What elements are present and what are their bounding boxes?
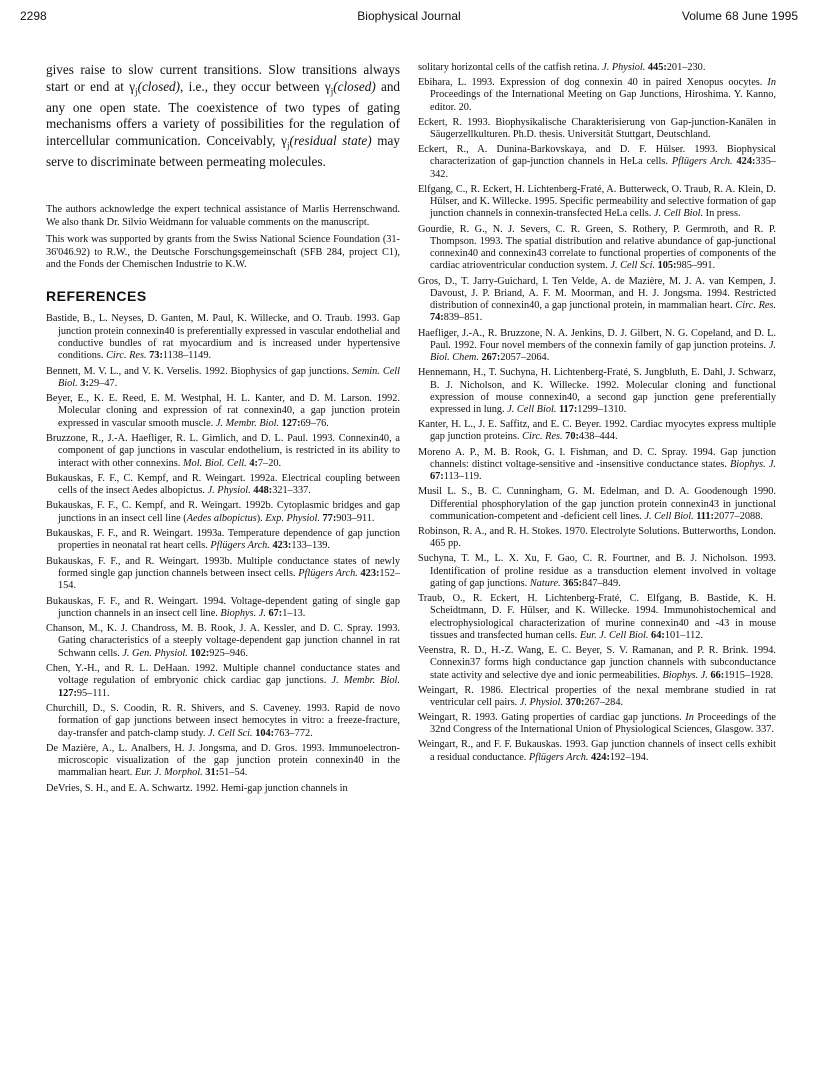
- reference-pages: 763–772.: [274, 727, 313, 739]
- reference-volume: 67:: [430, 471, 444, 483]
- reference-volume: 127:: [58, 687, 77, 699]
- reference-pages: 839–851.: [443, 312, 483, 324]
- reference-item: [418, 419, 776, 444]
- reference-journal: Semin. Cell Biol.: [58, 365, 400, 389]
- reference-text: Bukauskas, F. F., C. Kempf, and R. Weingart. 1992a. Electrical coupling between cells of the insect Aedes albopictus.: [46, 472, 400, 497]
- reference-item: [418, 685, 776, 710]
- reference-italic: Aedes albopictus: [186, 512, 257, 524]
- reference-pages: 133–139.: [291, 540, 330, 552]
- reference-pages: 192–194.: [609, 751, 649, 763]
- reference-pages: 1–13.: [282, 607, 306, 619]
- reference-journal: Pflügers Arch.: [210, 540, 270, 552]
- reference-pages: 903–911.: [336, 512, 375, 524]
- reference-item: [418, 77, 776, 114]
- reference-text: Traub, O., R. Eckert, H. Lichtenberg-Fraté, C. Elfgang, B. Bastide, K. H. Scheidtmann, D. F. Hülser, and K. Willecke. 1994. Immunohistochemical and electrophysiological characterization of murine connexin40 and -43 in mouse tissues and transfected human cells.: [418, 593, 776, 641]
- reference-journal: Pflügers Arch.: [528, 751, 589, 763]
- reference-journal: J. Cell Sci.: [208, 727, 253, 739]
- reference-pages: 321–337.: [272, 485, 311, 497]
- reference-journal: Circ. Res.: [106, 350, 147, 362]
- reference-volume: 117:: [556, 404, 578, 416]
- references-heading: REFERENCES: [46, 288, 147, 305]
- reference-journal: J. Membr. Biol.: [215, 417, 280, 429]
- reference-journal: Circ. Res.: [735, 300, 777, 312]
- reference-item: [46, 500, 400, 525]
- volume-info: Volume 68 June 1995: [681, 9, 798, 23]
- reference-pages: 438–444.: [578, 431, 618, 443]
- right-column: [418, 62, 776, 767]
- reference-text: Ebihara, L. 1993. Expression of dog connexin 40 in paired Xenopus oocytes.: [418, 77, 768, 89]
- reference-pages: In press.: [703, 208, 741, 220]
- reference-text: De Mazière, A., L. Analbers, H. J. Jongsma, and D. Gros. 1993. Immunoelectron-microscopic visualization of the gap junction protein connexin40 in the mammalian heart.: [46, 742, 400, 779]
- reference-pages: 2057–2064.: [500, 352, 550, 364]
- reference-journal: J. Physiol.: [207, 485, 251, 497]
- reference-item: [46, 366, 400, 391]
- reference-item: [46, 528, 400, 553]
- journal-title: Biophysical Journal: [357, 9, 461, 23]
- reference-journal: Nature.: [529, 577, 561, 589]
- reference-volume: 105:: [655, 260, 677, 272]
- acknowledgment-paragraph: The authors acknowledge the expert technical assistance of Marlis Herrenschwand. We also thank Dr. Silvio Weidmann for valuable comments on the manuscript.: [46, 204, 400, 228]
- reference-text: Musil L. S., B. C. Cunningham, G. M. Edelman, and D. A. Goodenough 1990. Differential phosphorylation of the gap junction protein connexin43 in junctional communication-competent and -deficient cell lines.: [418, 486, 776, 522]
- page-number: 2298: [20, 9, 47, 23]
- reference-item: [418, 645, 776, 682]
- reference-journal: J. Gen. Physiol.: [122, 647, 188, 659]
- reference-text: Bastide, B., L. Neyses, D. Ganten, M. Paul, K. Willecke, and O. Traub. 1993. Gap junction protein connexin40 is preferentially expressed in vascular endothelial and conductive bundles of rat myocardium and is increased under hypertensive conditions.: [46, 313, 400, 362]
- reference-item: [46, 556, 400, 593]
- reference-text: Bukauskas, F. F., and R. Weingart. 1993b. Multiple conductance states of newly formed single gap junction channels between insect cells.: [46, 555, 400, 579]
- reference-text: Bruzzone, R., J.-A. Haefliger, R. L. Gimlich, and D. L. Paul. 1993. Connexin40, a component of gap junctions in vascular endothelium, is restricted in its ability to interact with other connexins.: [46, 432, 400, 469]
- reference-journal: In: [767, 77, 776, 89]
- reference-text: Eckert, R. 1993. Biophysikalische Charakterisierung von Gap-junction-Kanälen in Säugerzellkulturen. Ph.D. thesis. Universität Stuttgart, Deutschland.: [418, 116, 776, 141]
- reference-text: Beyer, E., K. E. Reed, E. M. Westphal, H. L. Kanter, and D. M. Larson. 1992. Molecular cloning and expression of rat connexin40, a gap junction protein expressed in vascular smooth muscle.: [46, 393, 400, 429]
- reference-volume: 370:: [562, 697, 585, 708]
- reference-pages: 101–112.: [664, 629, 704, 641]
- reference-text: Bukauskas, F. F., C. Kempf, and R. Weingart. 1992b. Cytoplasmic bridges and gap junctions in an insect cell line (: [46, 500, 400, 524]
- reference-journal: J. Cell Biol.: [507, 404, 557, 416]
- reference-pages: 1138–1149.: [162, 350, 212, 362]
- reference-volume: 104:: [252, 727, 275, 739]
- reference-pages: 267–284.: [584, 697, 624, 708]
- reference-volume: 74:: [430, 312, 444, 324]
- reference-item: [46, 596, 400, 621]
- reference-item: [418, 553, 776, 590]
- reference-volume: 70:: [562, 431, 579, 443]
- reference-item: [46, 313, 400, 362]
- reference-text: Veenstra, R. D., H.-Z. Wang, E. C. Beyer, S. V. Ramanan, and P. R. Brink. 1994. Connexin37 forms high conductance gap junction channels with subconductance state activity and selective dye and ionic permeabilities.: [418, 645, 776, 681]
- reference-pages: 925–946.: [209, 647, 248, 659]
- reference-item: [418, 486, 776, 523]
- reference-item: [418, 117, 776, 142]
- reference-item: [418, 276, 776, 325]
- reference-volume: 4:: [246, 457, 258, 469]
- reference-text: Chanson, M., K. J. Chandross, M. B. Rook, J. A. Kessler, and D. C. Spray. 1993. Gating characteristics of a steeply voltage-dependent gap junction channel in rat Schwann cells.: [46, 623, 400, 659]
- page-header: [20, 9, 798, 25]
- references-list-left: [46, 313, 400, 795]
- reference-pages: 51–54.: [219, 767, 248, 779]
- reference-journal: J. Cell Biol.: [644, 510, 694, 522]
- reference-pages: 847–849.: [582, 577, 621, 589]
- reference-volume: 67:: [265, 607, 283, 619]
- reference-text: Suchyna, T. M., L. X. Xu, F. Gao, C. R. Fourtner, and B. J. Nicholson. 1993. Identification of proline residue as a transduction element involved in voltage gating of gap junctions.: [418, 553, 776, 589]
- reference-text: Haefliger, J.-A., R. Bruzzone, N. A. Jenkins, D. J. Gilbert, N. G. Copeland, and D. L. Paul. 1992. Four novel members of the connexin family of gap junction proteins.: [418, 327, 776, 351]
- reference-journal: J. Biol. Chem.: [430, 339, 776, 364]
- reference-text: Robinson, R. A., and R. H. Stokes. 1970. Electrolyte Solutions. Butterworths, London. 465 pp.: [418, 525, 776, 550]
- reference-text: Bennett, M. V. L., and V. K. Verselis. 1992. Biophysics of gap junctions.: [46, 365, 353, 377]
- reference-pages: 335–342.: [430, 156, 776, 180]
- reference-pages: 95–111.: [76, 687, 110, 699]
- reference-continuation: solitary horizontal cells of the catfish retina. J. Physiol. 445:201–230.: [418, 62, 706, 73]
- reference-text: Gros, D., T. Jarry-Guichard, I. Ten Velde, A. de Mazière, M. J. A. van Kempen, J. Davoust, J. P. Briand, A. F. M. Moorman, and H. J. Jongsma. 1994. Restricted distribution of connexin40, a gap junctional protein, in mammalian heart.: [418, 275, 776, 312]
- reference-item: [46, 433, 400, 470]
- reference-item: [418, 526, 776, 551]
- reference-volume: 127:: [279, 417, 301, 429]
- reference-journal: Biophys. J.: [729, 458, 776, 470]
- reference-text: Eckert, R., A. Dunina-Barkovskaya, and D. F. Hülser. 1993. Biophysical characterization of gap-junction channels in HeLa cells.: [418, 144, 776, 168]
- reference-journal: J. Membr. Biol.: [331, 675, 400, 687]
- reference-journal: Pflügers Arch.: [298, 567, 358, 579]
- reference-item: [418, 367, 776, 416]
- reference-volume: 102:: [187, 647, 210, 659]
- reference-item: [46, 703, 400, 740]
- reference-journal: J. Cell Sci.: [610, 260, 656, 272]
- reference-journal: Pflügers Arch.: [671, 156, 733, 168]
- reference-text: Elfgang, C., R. Eckert, H. Lichtenberg-Fraté, A. Butterweck, O. Traub, R. A. Klein, D. Hülser, and K. Willecke. 1995. Specific permeability and selective formation of gap junction channels in connexin-transfected HeLa cells.: [418, 183, 776, 220]
- reference-journal: Mol. Biol. Cell.: [182, 457, 247, 469]
- reference-pages: 29–47.: [88, 377, 118, 389]
- reference-volume: 423:: [357, 567, 380, 579]
- reference-item: [418, 593, 776, 642]
- reference-volume: 111:: [693, 510, 714, 522]
- funding-paragraph: This work was supported by grants from the Swiss National Science Foundation (31-36'046.92) to R.W., the Deutsche Forschungsgemeinschaft (SFB 284, project C1), and the Fonds der Chemischen Industrie to K.W.: [46, 234, 400, 270]
- reference-item: [418, 184, 776, 221]
- reference-pages: 2077–2088.: [713, 510, 763, 522]
- reference-journal: J. Cell Biol.: [653, 208, 704, 220]
- reference-text: Hennemann, H., T. Suchyna, H. Lichtenberg-Fraté, S. Jungbluth, E. Dahl, J. Schwarz, B. J. Nicholson, and K. Willecke. 1992. Molecular cloning and functional expression of mouse connexin40, a second gap junction gene preferentially expressed in lung.: [418, 367, 776, 416]
- reference-pages: 152–154.: [58, 567, 400, 592]
- reference-item: [418, 447, 776, 484]
- reference-volume: 365:: [560, 577, 583, 589]
- reference-text: Bukauskas, F. F., and R. Weingart. 1993a. Temperature dependence of gap junction properties in neonatal rat heart cells.: [46, 528, 400, 552]
- reference-item: [46, 743, 400, 780]
- reference-volume: 3:: [77, 377, 89, 389]
- body-paragraph: gives raise to slow current transitions. Slow transitions always start or end at $\gamma_j(closed)$, i.e., they occur between $\gamma_j(closed)$ and any one open state. The coexistence of two types of gating mechanisms offers a variety of possibilities for the regulation of intercellular communication. Conceivably, $\gamma_j(residual$ state) may serve to discriminate between permeating molecules.: [46, 62, 401, 169]
- reference-pages: 1915–1928.: [724, 669, 774, 681]
- reference-text: Kanter, H. L., J. E. Saffitz, and E. C. Beyer. 1992. Cardiac myocytes express multiple gap junction proteins.: [418, 419, 776, 443]
- reference-volume: 31:: [202, 767, 220, 779]
- reference-volume: 66:: [707, 669, 725, 681]
- reference-volume: 267:: [478, 352, 501, 364]
- reference-volume: 423:: [269, 540, 292, 552]
- reference-item: [418, 739, 776, 764]
- reference-pages: 113–119.: [443, 471, 482, 483]
- reference-journal: In: [685, 712, 694, 724]
- left-column: [46, 62, 400, 798]
- references-list-right: [418, 77, 776, 764]
- reference-pages: 1299–1310.: [577, 404, 627, 416]
- reference-volume: 424:: [588, 751, 610, 763]
- reference-pages: Proceedings of the 32nd Congress of the International Union of Physiological Sciences, Glasgow. 337.: [430, 712, 776, 736]
- reference-text: DeVries, S. H., and E. A. Schwartz. 1992. Hemi-gap junction channels in: [46, 782, 348, 794]
- reference-journal: Exp. Physiol.: [265, 512, 320, 524]
- reference-journal: Eur. J. Morphol.: [134, 767, 203, 779]
- reference-volume: 64:: [648, 629, 665, 641]
- reference-text: Gourdie, R. G., N. J. Severs, C. R. Green, S. Rothery, P. Germroth, and R. P. Thompson. 1993. The spatial distribution and relative abundance of gap-junctional connexin40 and connexin43 correlate to functional properties of components of the cardiac atrioventricular conduction system.: [418, 223, 776, 272]
- reference-pages: 69–76.: [300, 417, 329, 429]
- reference-text: Chen, Y.-H., and R. L. DeHaan. 1992. Multiple channel conductance states and voltage regulation of embryonic chick cardiac gap junctions.: [46, 663, 400, 687]
- reference-volume: 73:: [146, 350, 163, 362]
- reference-text: Weingart, R., and F. F. Bukauskas. 1993. Gap junction channels of insect cells exhibit a residual conductance.: [418, 739, 776, 763]
- reference-text: Weingart, R. 1993. Gating properties of cardiac gap junctions.: [418, 712, 686, 724]
- reference-item: [46, 783, 400, 795]
- reference-journal: Circ. Res.: [522, 431, 563, 443]
- reference-text: Weingart, R. 1986. Electrical properties of the nexal membrane studied in rat ventricular cell pairs.: [418, 684, 776, 708]
- reference-journal: Biophys. J.: [220, 607, 266, 619]
- reference-text: ).: [256, 512, 266, 524]
- reference-journal: Biophys. J.: [662, 669, 708, 681]
- reference-journal: Eur. J. Cell Biol.: [579, 629, 649, 641]
- reference-item: [46, 623, 400, 660]
- reference-volume: 77:: [319, 512, 337, 524]
- reference-text: Moreno A. P., M. B. Rook, G. I. Fishman, and D. C. Spray. 1994. Gap junction channels: distinct voltage-sensitive and -insensitive conductance states.: [418, 446, 776, 470]
- reference-volume: 448:: [250, 485, 273, 497]
- reference-volume: 424:: [732, 156, 756, 168]
- reference-item: [418, 224, 776, 273]
- reference-pages: 985–991.: [676, 260, 716, 272]
- reference-item: [418, 144, 776, 181]
- reference-item: [418, 712, 776, 737]
- reference-item: [418, 328, 776, 365]
- reference-journal: J. Physiol.: [519, 697, 563, 708]
- reference-pages: 7–20.: [257, 457, 282, 469]
- reference-pages: Proceedings of the International Meeting on Gap Junctions, Hiroshima. Y. Kanno, editor. 20.: [430, 89, 776, 113]
- reference-item: [46, 393, 400, 430]
- reference-text: Churchill, D., S. Coodin, R. R. Shivers, and S. Caveney. 1993. Rapid de novo formation of gap junctions between insect hemocytes in vitro: a freeze-fracture, day-transfer and patch-clamp study.: [46, 702, 400, 739]
- reference-item: [46, 663, 400, 700]
- reference-text: Bukauskas, F. F., and R. Weingart. 1994. Voltage-dependent gating of single gap junction channels in an insect cell line.: [46, 595, 400, 619]
- reference-item: [46, 473, 400, 498]
